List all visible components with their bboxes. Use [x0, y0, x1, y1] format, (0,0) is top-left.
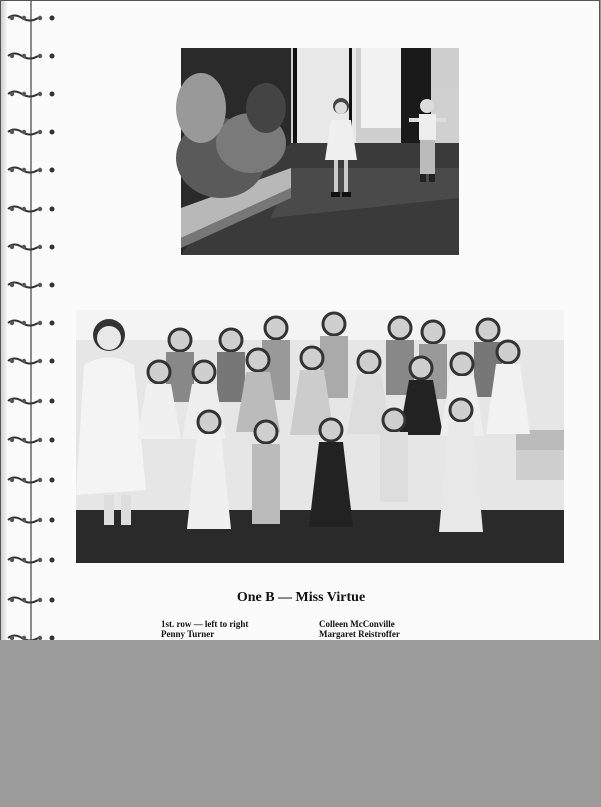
binding-ring: [6, 515, 58, 525]
binding-ring: [6, 280, 58, 290]
binding-ring: [6, 204, 58, 214]
binding-ring: [6, 396, 58, 406]
binding-ring: [6, 318, 58, 328]
binding-ring: [6, 555, 58, 565]
student-name: Margaret Reistroffer: [319, 629, 400, 639]
binding-ring: [6, 356, 58, 366]
hallway-photo-image: [181, 48, 459, 255]
binding-ring: [6, 435, 58, 445]
class-caption-title: One B — Miss Virtue: [236, 590, 366, 605]
binding-ring: [6, 89, 58, 99]
binding-ring: [6, 165, 58, 175]
class-group-photo-image: [76, 310, 564, 563]
binding-ring: [6, 242, 58, 252]
class-group-photo: [76, 310, 564, 563]
binding-ring: [6, 51, 58, 61]
hallway-photo: [181, 48, 459, 255]
binding-ring: [6, 127, 58, 137]
binding-ring: [6, 475, 58, 485]
obscured-region: [0, 640, 600, 807]
student-name: Colleen McConville: [319, 619, 395, 629]
binding-ring: [6, 13, 58, 23]
names-row-heading: 1st. row — left to right: [161, 619, 249, 629]
student-name: Penny Turner: [161, 629, 215, 639]
